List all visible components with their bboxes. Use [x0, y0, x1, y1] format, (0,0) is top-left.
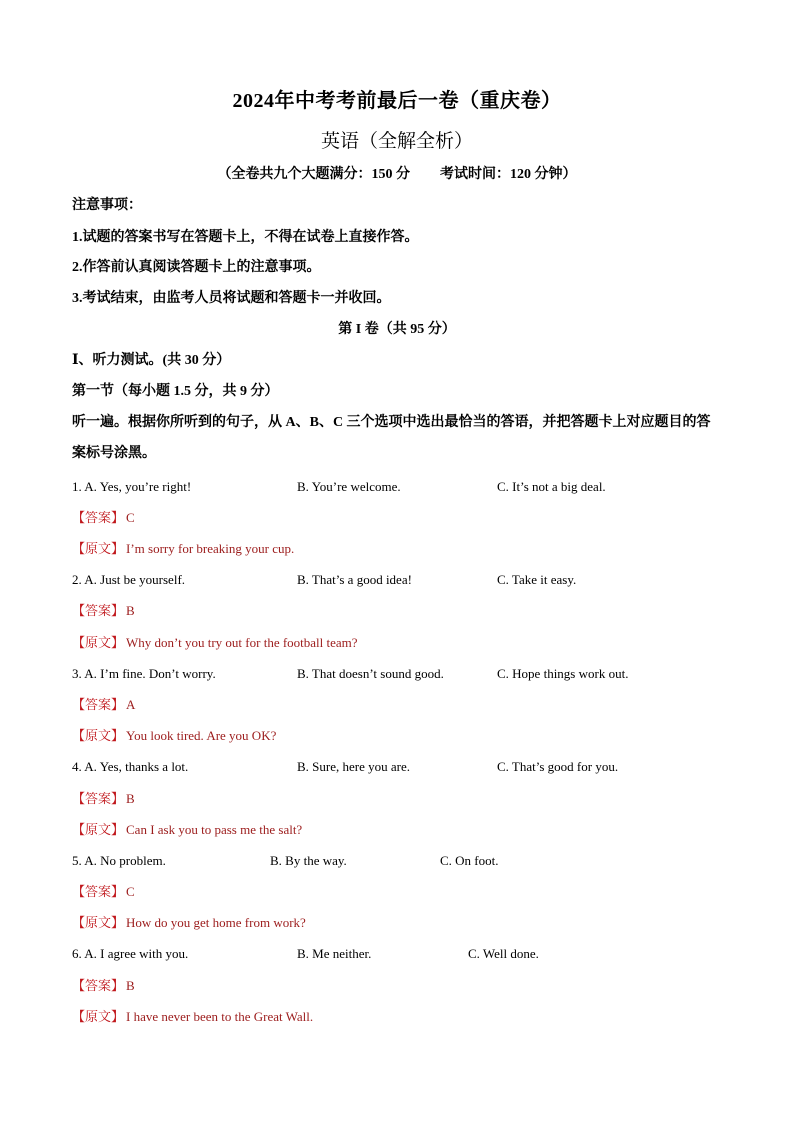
option-c: C. That’s good for you.	[497, 759, 619, 774]
exam-info	[0, 163, 794, 183]
option-a: 3. A. I’m fine. Don’t worry.	[72, 666, 216, 681]
answer-value: A	[126, 697, 136, 712]
note-item: 2.作答前认真阅读答题卡上的注意事项。	[72, 260, 321, 275]
answer-label: 【答案】	[72, 510, 125, 525]
option-a: 1. A. Yes, you’re right!	[72, 479, 192, 494]
full-marks: （全卷共九个大题满分：150 分	[217, 167, 410, 182]
original-text: You look tired. Are you OK?	[126, 728, 277, 743]
answer-value: C	[126, 884, 135, 899]
answer-line	[72, 882, 135, 902]
original-line	[72, 820, 302, 840]
part-title: 第 I 卷（共 95 分）	[338, 322, 456, 337]
answer-label: 【答案】	[72, 884, 125, 899]
answer-label: 【答案】	[72, 697, 125, 712]
option-a: 4. A. Yes, thanks a lot.	[72, 759, 189, 774]
original-text: Can I ask you to pass me the salt?	[126, 822, 303, 837]
original-label: 【原文】	[72, 541, 125, 556]
answer-line	[72, 508, 135, 528]
option-c: C. On foot.	[440, 853, 499, 868]
original-label: 【原文】	[72, 822, 125, 837]
option-b: B. Me neither.	[297, 946, 372, 961]
answer-line	[72, 695, 135, 715]
instruction: 听一遍。根据你所听到的句子，从 A、B、C 三个选项中选出最恰当的答语，并把答题卡上对应题目的答案标号涂黑。	[72, 415, 711, 461]
original-label: 【原文】	[72, 635, 125, 650]
answer-label: 【答案】	[72, 978, 125, 993]
original-label: 【原文】	[72, 1009, 125, 1024]
exam-time: 考试时间：120 分钟）	[440, 167, 577, 182]
note-item: 3.考试结束，由监考人员将试题和答题卡一并收回。	[72, 291, 391, 306]
option-a: 2. A. Just be yourself.	[72, 572, 186, 587]
answer-line	[72, 601, 135, 621]
original-label: 【原文】	[72, 728, 125, 743]
original-line	[72, 726, 276, 746]
option-c: C. It’s not a big deal.	[497, 479, 606, 494]
option-b: B. By the way.	[270, 853, 347, 868]
option-c: C. Hope things work out.	[497, 666, 629, 681]
original-text: I have never been to the Great Wall.	[126, 1009, 314, 1024]
original-text: I’m sorry for breaking your cup.	[126, 541, 295, 556]
page-subtitle: 英语（全解全析）	[320, 131, 473, 152]
answer-value: B	[126, 978, 135, 993]
answer-line	[72, 976, 135, 996]
note-item: 1.试题的答案书写在答题卡上，不得在试卷上直接作答。	[72, 230, 419, 245]
original-text: Why don’t you try out for the football team?	[126, 635, 358, 650]
answer-line	[72, 789, 135, 809]
option-b: B. Sure, here you are.	[297, 759, 410, 774]
original-line	[72, 913, 306, 933]
option-b: B. That doesn’t sound good.	[297, 666, 444, 681]
page-title: 2024年中考考前最后一卷（重庆卷）	[232, 90, 562, 112]
answer-value: C	[126, 510, 135, 525]
option-c: C. Well done.	[468, 946, 539, 961]
original-line	[72, 539, 294, 559]
answer-label: 【答案】	[72, 603, 125, 618]
section-heading: Ⅰ、听力测试。(共 30 分）	[72, 353, 231, 368]
option-b: B. That’s a good idea!	[297, 572, 412, 587]
original-line	[72, 1007, 313, 1027]
original-text: How do you get home from work?	[126, 915, 306, 930]
original-line	[72, 633, 358, 653]
subsection-heading: 第一节（每小题 1.5 分，共 9 分）	[72, 384, 279, 399]
option-b: B. You’re welcome.	[297, 479, 401, 494]
option-c: C. Take it easy.	[497, 572, 577, 587]
option-a: 6. A. I agree with you.	[72, 946, 189, 961]
answer-value: B	[126, 603, 135, 618]
original-label: 【原文】	[72, 915, 125, 930]
answer-value: B	[126, 791, 135, 806]
answer-label: 【答案】	[72, 791, 125, 806]
option-a: 5. A. No problem.	[72, 853, 166, 868]
notes-heading: 注意事项：	[72, 198, 142, 213]
